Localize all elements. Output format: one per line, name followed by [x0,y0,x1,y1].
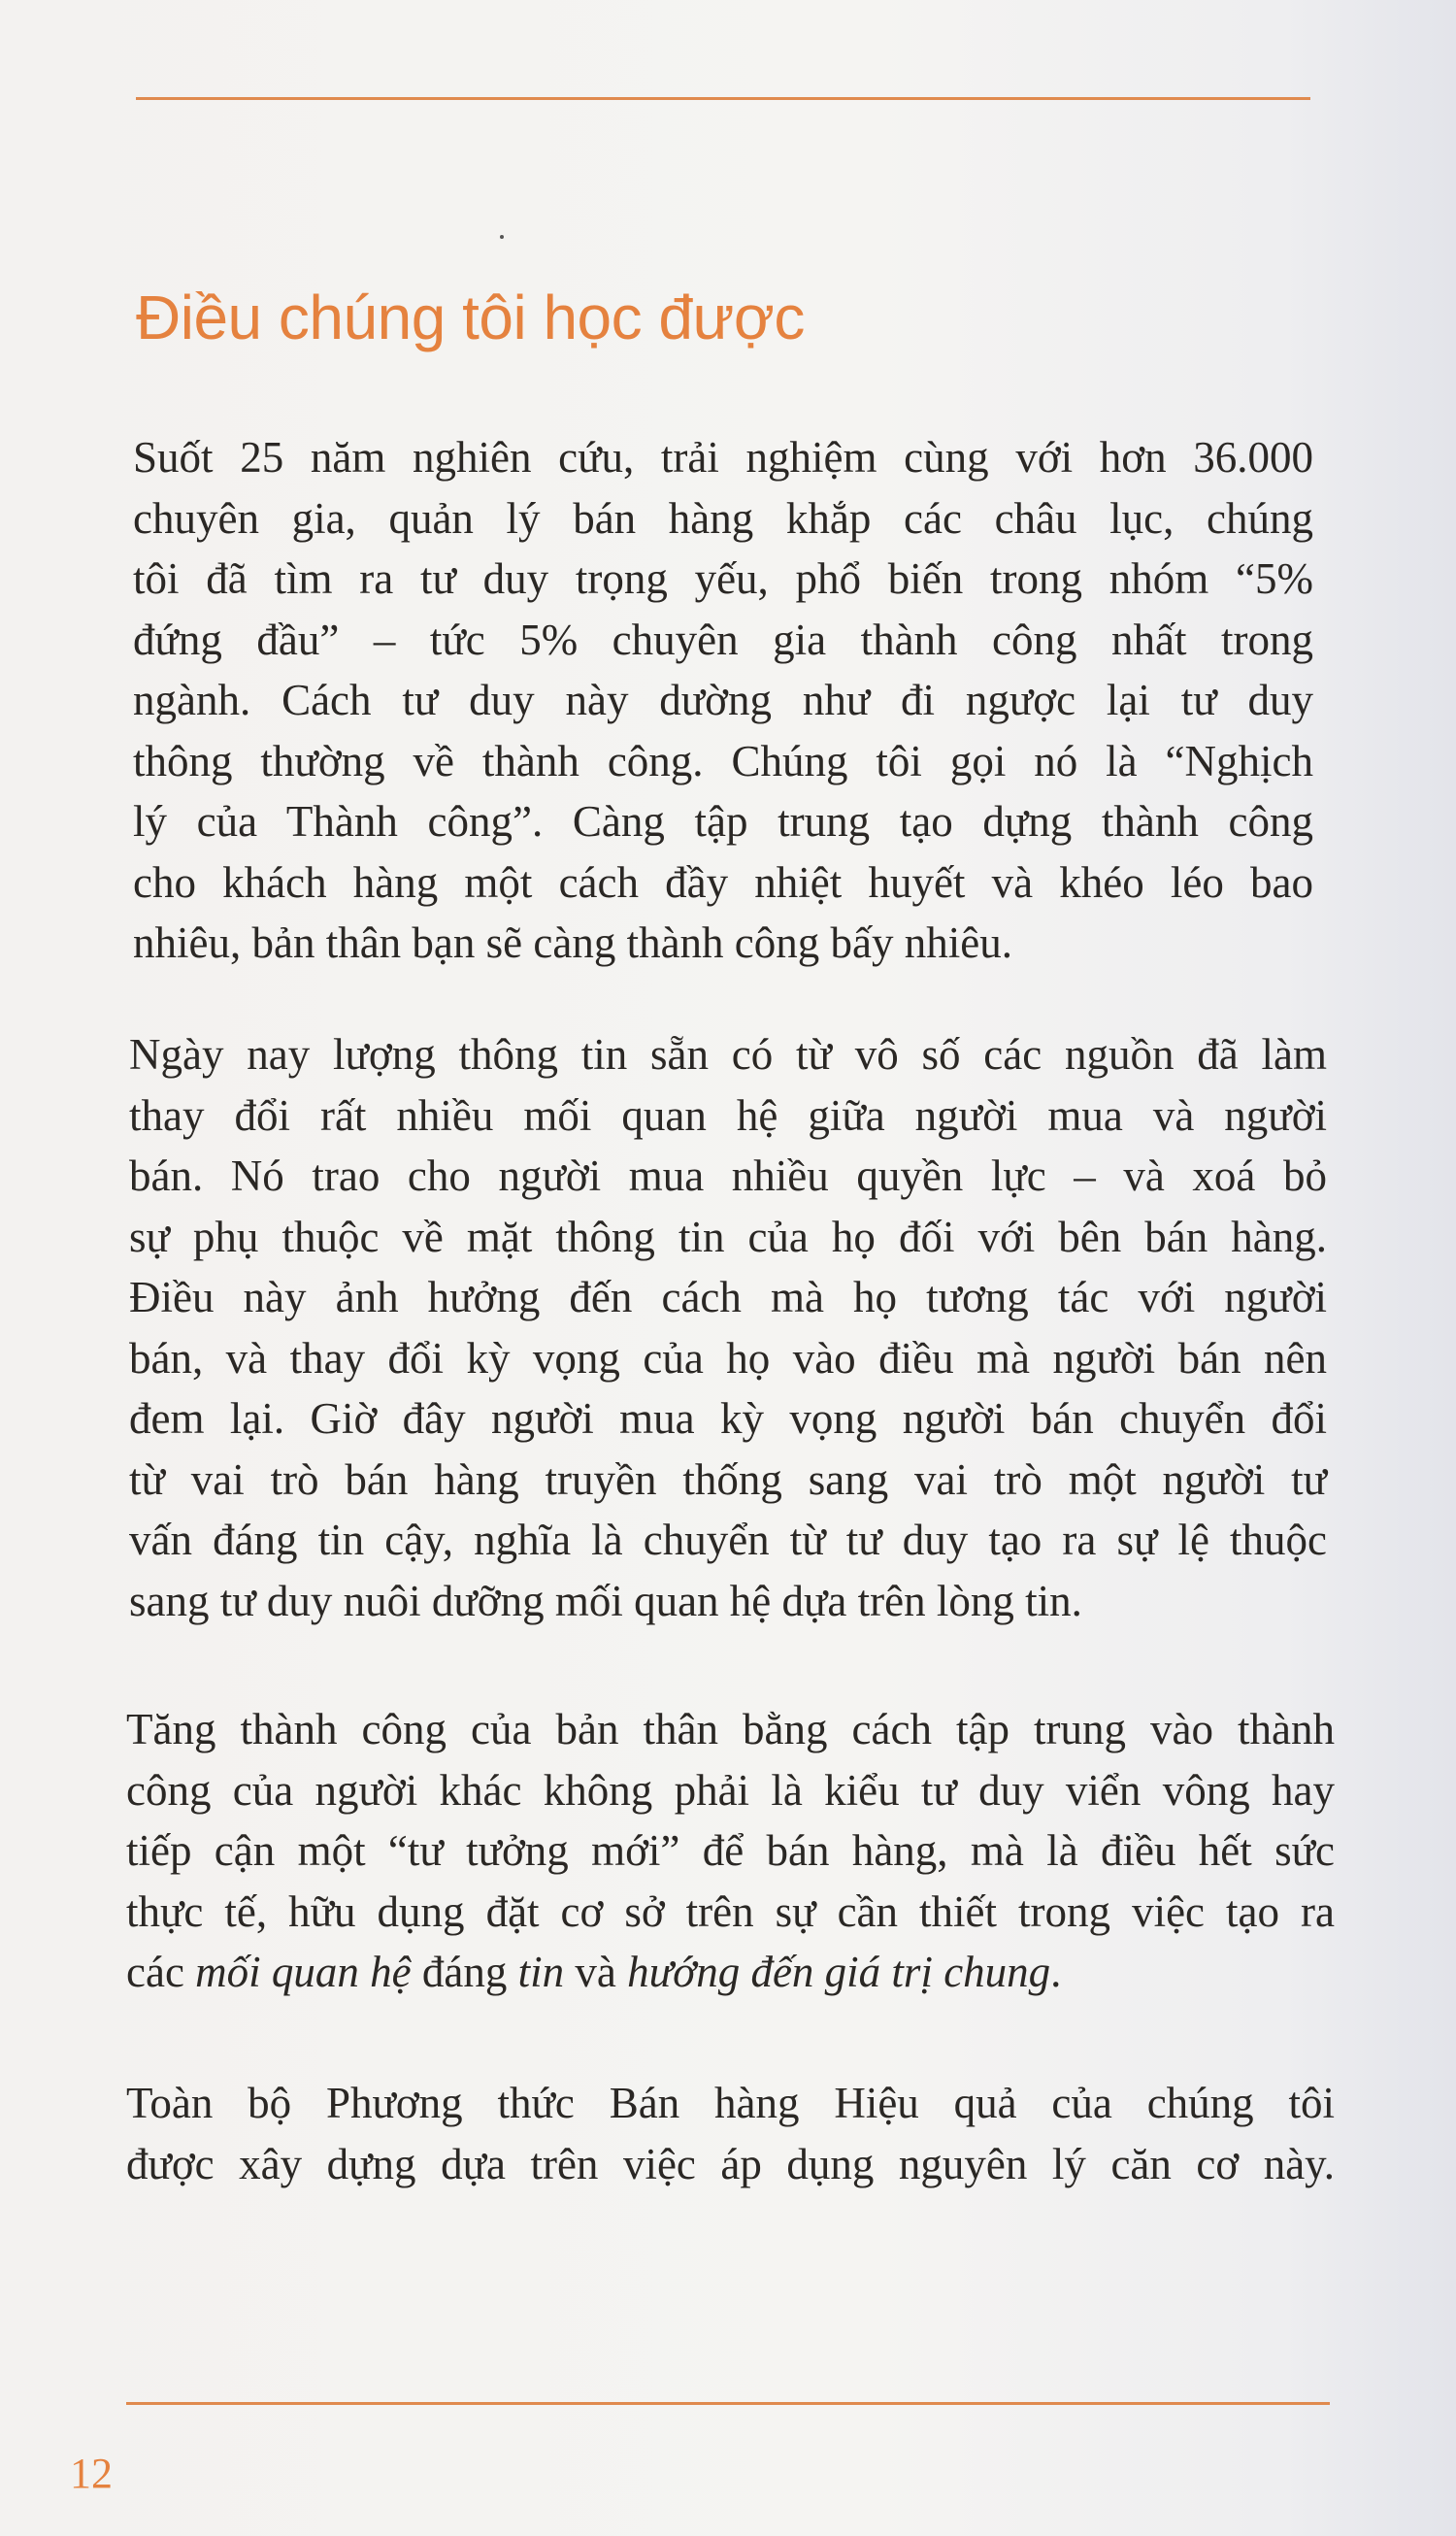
text-line: Tăng thành công của bản thân bằng cách tập trung vào thành [126,1705,1335,1753]
text-line: sang tư duy nuôi dưỡng mối quan hệ dựa trên lòng tin. [129,1576,1082,1625]
text-line: tiếp cận một “tư tưởng mới” để bán hàng, mà là điều hết sức [126,1826,1335,1875]
text-line: chuyên gia, quản lý bán hàng khắp các châu lục, chúng [133,493,1313,543]
text-line: đem lại. Giờ đây người mua kỳ vọng người bán chuyển đổi [129,1394,1327,1443]
top-rule [136,97,1310,100]
text-line: thông thường về thành công. Chúng tôi gọi nó là “Nghịch [133,736,1313,785]
italic-emphasis: tin [517,1948,565,1996]
page-number: 12 [70,2450,113,2497]
text-segment: các [126,1948,196,1996]
italic-emphasis: hướng đến giá trị chung [627,1948,1051,1996]
text-line: cho khách hàng một cách đầy nhiệt huyết và khéo léo bao [133,857,1313,907]
paragraph-1 [133,427,1313,974]
text-line: Ngày nay lượng thông tin sẵn có từ vô số các nguồn đã làm [129,1030,1327,1079]
print-speck [500,235,504,239]
text-line: tôi đã tìm ra tư duy trọng yếu, phổ biến trong nhóm “5% [133,554,1313,603]
text-line: sự phụ thuộc về mặt thông tin của họ đối với bên bán hàng. [129,1212,1327,1261]
text-line: Suốt 25 năm nghiên cứu, trải nghiệm cùng với hơn 36.000 [133,433,1313,482]
bottom-rule [126,2402,1330,2405]
paragraph-3 [126,1699,1335,2003]
italic-emphasis: mối quan hệ [195,1948,412,1996]
text-line: từ vai trò bán hàng truyền thống sang vai trò một người tư [129,1454,1327,1504]
text-line: được xây dựng dựa trên việc áp dụng nguyên lý căn cơ này. [126,2139,1335,2188]
text-line: Toàn bộ Phương thức Bán hàng Hiệu quả của chúng tôi [126,2079,1335,2127]
text-line: ngành. Cách tư duy này dường như đi ngược lại tư duy [133,676,1313,724]
text-line: lý của Thành công”. Càng tập trung tạo dựng thành công [133,797,1313,846]
paragraph-2 [129,1024,1327,1631]
text-segment: . [1050,1948,1062,1996]
text-segment: và [564,1948,628,1996]
text-line: Điều này ảnh hưởng đến cách mà họ tương tác với người [129,1273,1327,1321]
text-line: công của người khác không phải là kiểu tư duy viển vông hay [126,1765,1335,1815]
section-heading: Điều chúng tôi học được [136,283,805,352]
text-line: đứng đầu” – tức 5% chuyên gia thành công nhất trong [133,615,1313,664]
text-line: nhiêu, bản thân bạn sẽ càng thành công bấy nhiêu. [133,918,1012,967]
paragraph-4 [126,2073,1335,2194]
text-line: thực tế, hữu dụng đặt cơ sở trên sự cần thiết trong việc tạo ra [126,1886,1335,1936]
text-line: vấn đáng tin cậy, nghĩa là chuyển từ tư duy tạo ra sự lệ thuộc [129,1516,1327,1564]
text-line: bán. Nó trao cho người mua nhiều quyền lực – và xoá bỏ [129,1151,1327,1200]
text-line: bán, và thay đổi kỳ vọng của họ vào điều mà người bán nên [129,1333,1327,1383]
text-line [126,1942,1335,2003]
text-line: thay đổi rất nhiều mối quan hệ giữa người mua và người [129,1090,1327,1140]
text-segment: đáng [411,1948,518,1996]
